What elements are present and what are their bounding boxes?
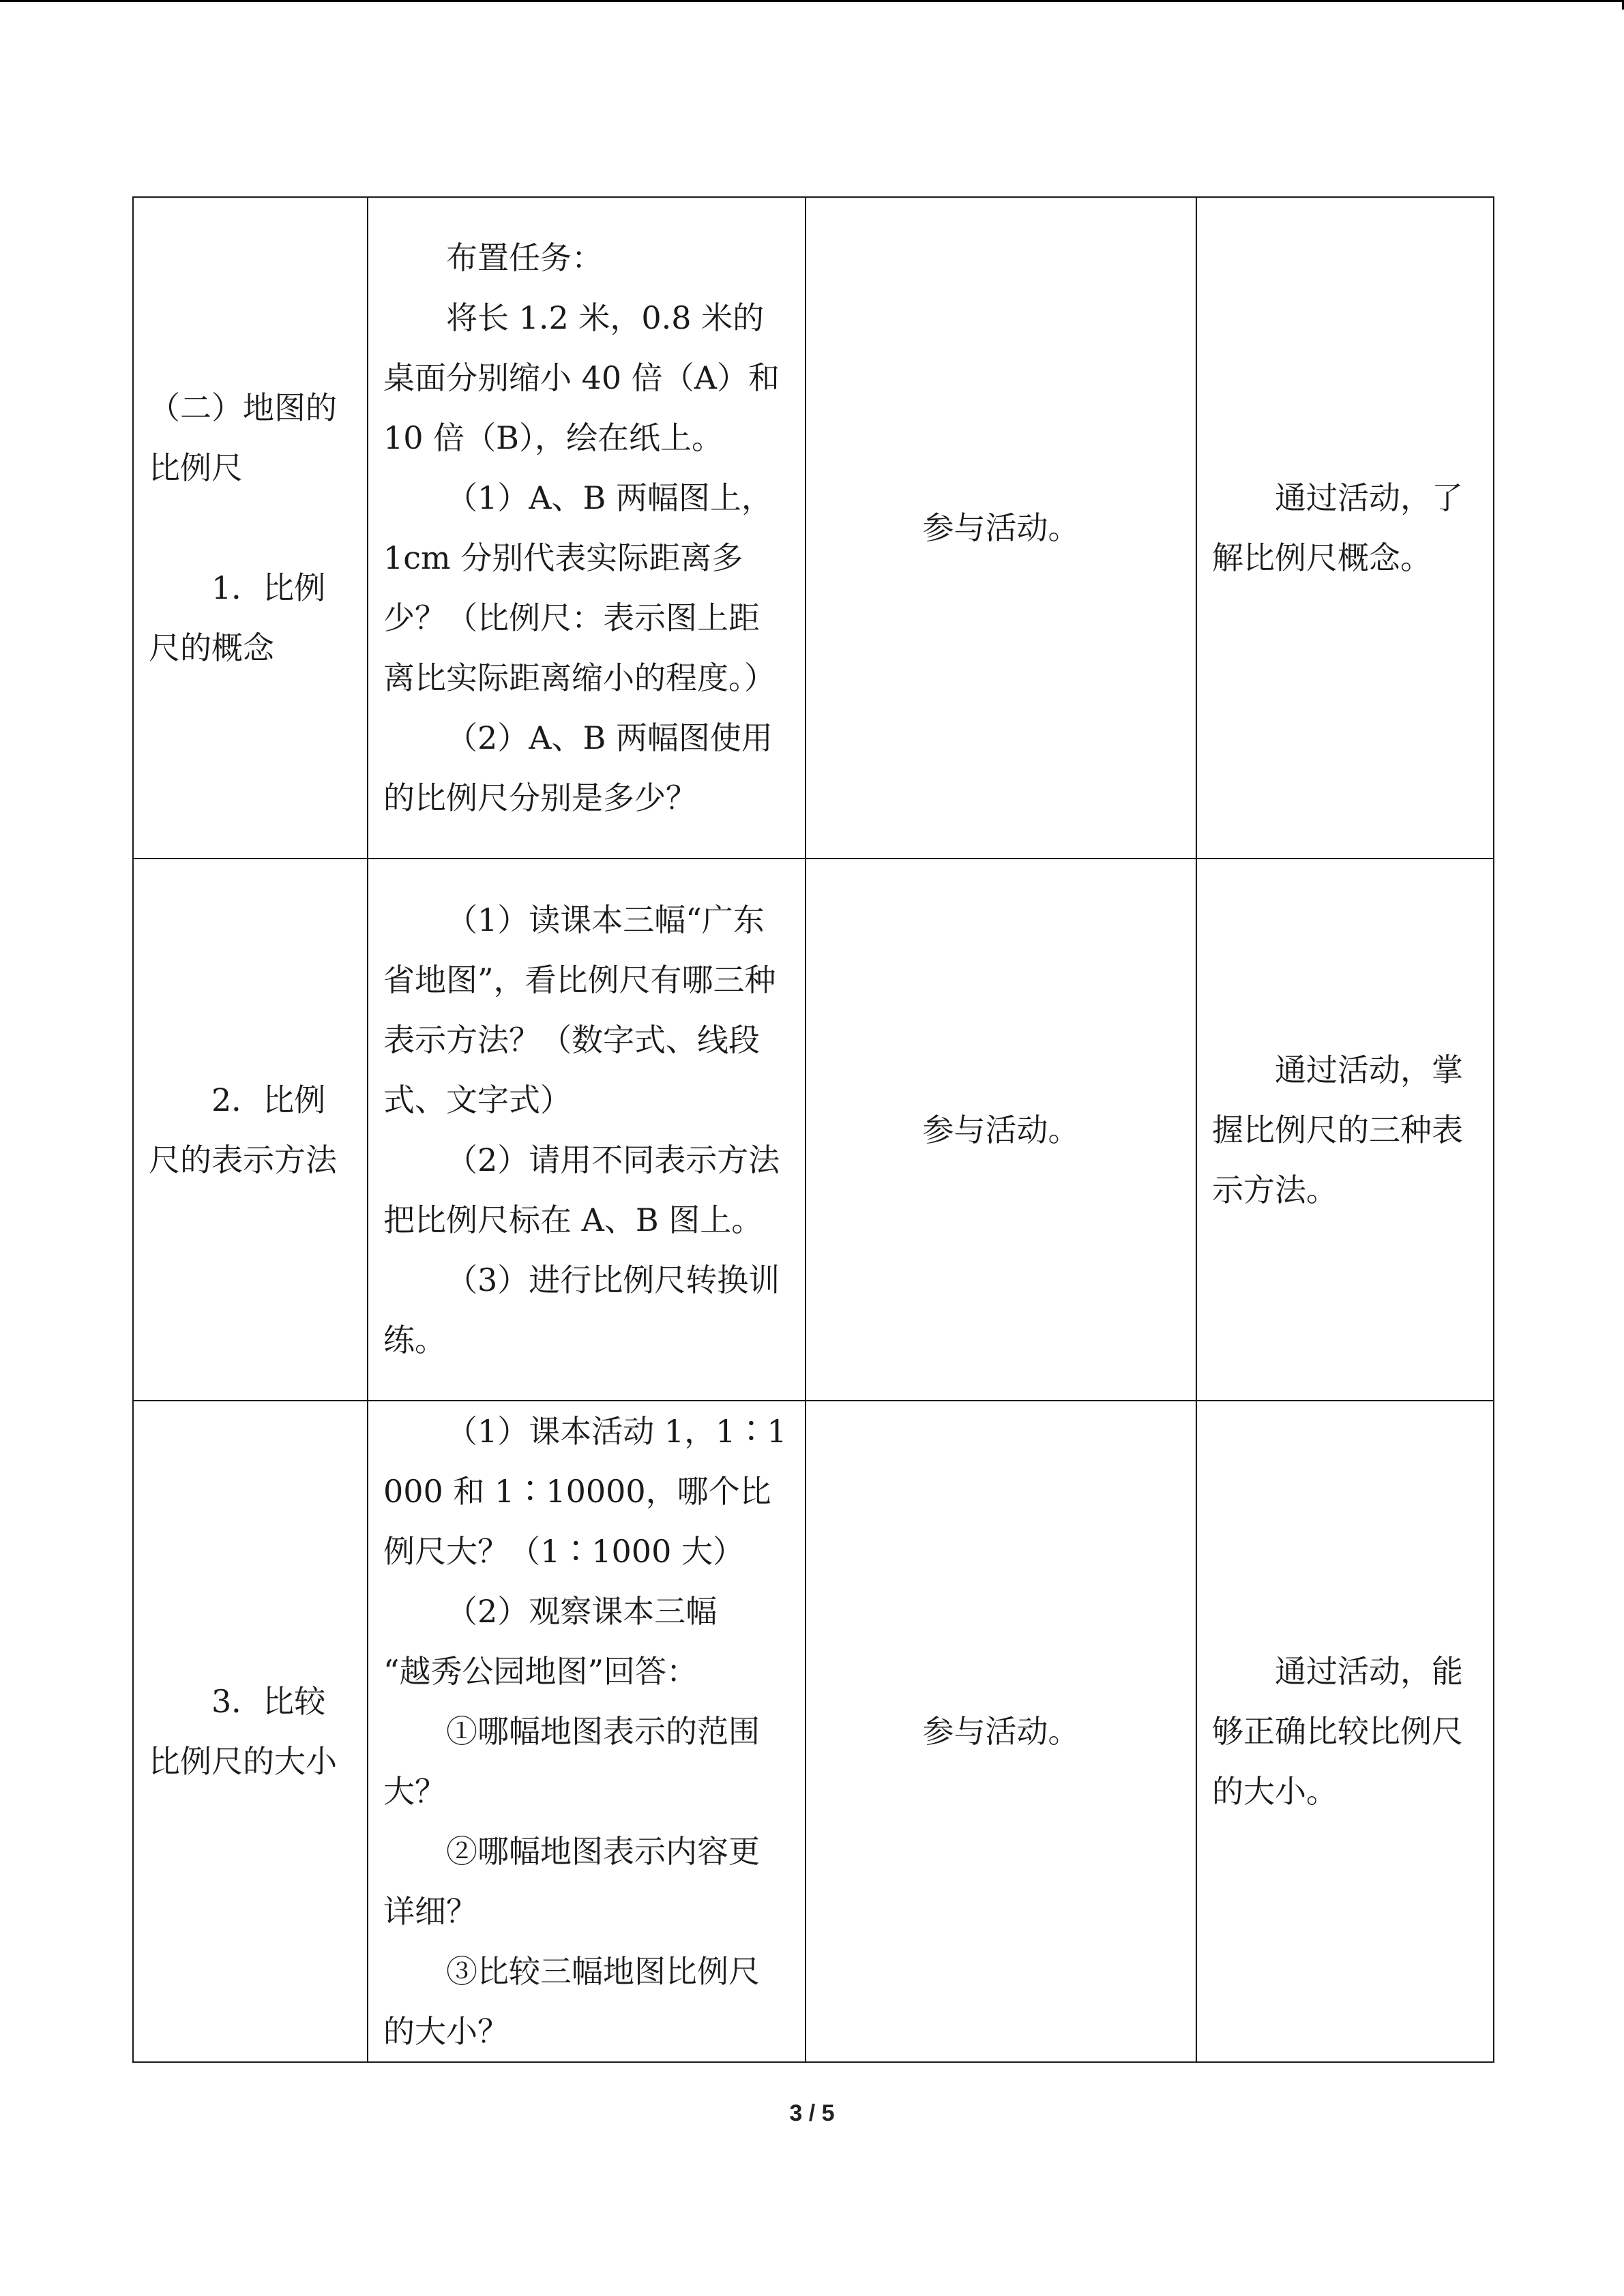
teacher-paragraph: ①哪幅地图表示的范围大？ bbox=[383, 1713, 760, 1810]
design-purpose-cell bbox=[1196, 1401, 1494, 2062]
table-row bbox=[133, 1401, 1494, 2062]
teacher-paragraph: （2）请用不同表示方法把比例尺标在 A、B 图上。 bbox=[383, 1141, 780, 1238]
section-subheading: 3．比较比例尺的大小 bbox=[149, 1683, 337, 1780]
teacher-activity-cell bbox=[368, 197, 806, 859]
design-purpose-text: 通过活动，掌握比例尺的三种表示方法。 bbox=[1212, 1051, 1463, 1208]
section-cell bbox=[133, 859, 368, 1401]
student-activity-text: 参与活动。 bbox=[922, 1713, 1080, 1750]
page-number: 3 / 5 bbox=[789, 2100, 835, 2126]
teacher-paragraph: “越秀公园地图”回答： bbox=[383, 1653, 698, 1690]
teacher-paragraph: （1）课本活动 1，1∶1000 和 1∶10000，哪个比例尺大？（1∶1000 大） bbox=[383, 1413, 787, 1570]
teacher-paragraph: （1）A、B 两幅图上，1cm 分别代表实际距离多少？（比例尺：表示图上距离比实际距离缩小的程度。） bbox=[383, 479, 776, 696]
teacher-activity-cell bbox=[368, 1401, 806, 2062]
page-top-rule bbox=[0, 0, 1624, 2]
section-cell bbox=[133, 1401, 368, 2062]
teacher-paragraph: （3）进行比例尺转换训练。 bbox=[383, 1261, 780, 1358]
student-activity-text: 参与活动。 bbox=[922, 1111, 1080, 1148]
design-purpose-text: 通过活动，了解比例尺概念。 bbox=[1212, 479, 1463, 576]
table-row bbox=[133, 197, 1494, 859]
teacher-paragraph: 布置任务： bbox=[446, 239, 603, 276]
section-subheading: 1．比例尺的概念 bbox=[149, 569, 326, 666]
student-activity-text: 参与活动。 bbox=[922, 509, 1080, 546]
section-heading: （二）地图的比例尺 bbox=[149, 389, 337, 486]
student-activity-cell bbox=[806, 859, 1196, 1401]
design-purpose-cell bbox=[1196, 197, 1494, 859]
section-cell bbox=[133, 197, 368, 859]
teacher-paragraph: （2）A、B 两幅图使用的比例尺分别是多少？ bbox=[383, 719, 773, 816]
teacher-activity-cell bbox=[368, 859, 806, 1401]
teacher-paragraph: （1）读课本三幅“广东省地图”，看比例尺有哪三种表示方法？（数字式、线段式、文字式） bbox=[383, 901, 776, 1118]
student-activity-cell bbox=[806, 1401, 1196, 2062]
teacher-paragraph: ②哪幅地图表示内容更详细？ bbox=[383, 1833, 760, 1930]
teacher-paragraph: ③比较三幅地图比例尺的大小？ bbox=[383, 1953, 760, 2050]
design-purpose-text: 通过活动，能够正确比较比例尺的大小。 bbox=[1212, 1653, 1463, 1810]
section-subheading: 2．比例尺的表示方法 bbox=[149, 1081, 337, 1178]
table-row bbox=[133, 859, 1494, 1401]
student-activity-cell bbox=[806, 197, 1196, 859]
lesson-plan-table bbox=[132, 196, 1494, 2063]
teacher-paragraph: （2）观察课本三幅 bbox=[446, 1593, 718, 1630]
teacher-paragraph: 将长 1.2 米，0.8 米的桌面分别缩小 40 倍（A）和 10 倍（B），绘在纸上。 bbox=[383, 299, 780, 456]
design-purpose-cell bbox=[1196, 859, 1494, 1401]
